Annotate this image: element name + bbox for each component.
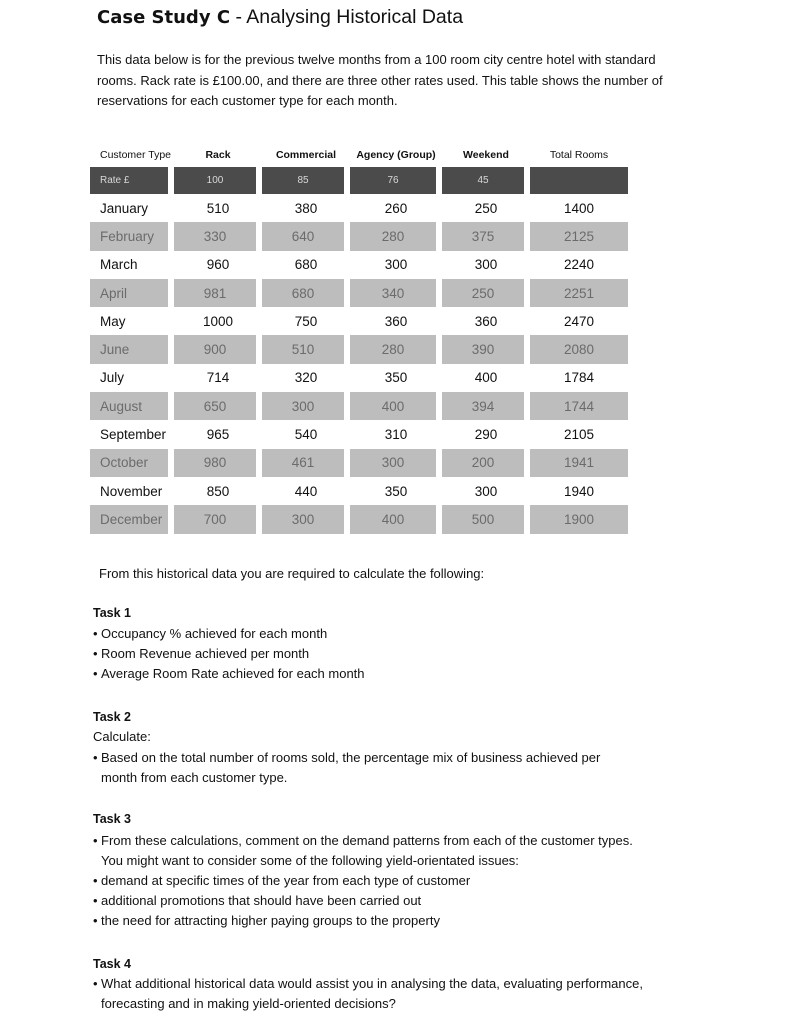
cell-weekend: 200: [442, 449, 530, 477]
task1-bullet: • Occupancy % achieved for each month: [93, 626, 328, 641]
task3-bullet-continuation: You might want to consider some of the following yield-orientated issues:: [101, 853, 519, 868]
cell-weekend: 390: [442, 335, 530, 363]
cell-agency: 300: [350, 251, 442, 279]
header-commercial: Commercial: [275, 149, 337, 161]
cell-agency: 350: [350, 364, 442, 392]
table-row: [90, 194, 628, 222]
cell-weekend: 360: [442, 307, 530, 335]
cell-month: July: [90, 364, 174, 392]
table-row: [90, 364, 628, 392]
cell-total: 1940: [530, 477, 628, 505]
cell-month: September: [90, 420, 174, 448]
cell-commercial: 750: [262, 307, 350, 335]
cell-agency: 360: [350, 307, 442, 335]
header-rack: Rack: [205, 149, 231, 161]
task2-bullet-continuation: month from each customer type.: [101, 770, 288, 785]
cell-weekend: 300: [442, 251, 530, 279]
task3-bullet: • demand at specific times of the year from each type of customer: [93, 873, 471, 888]
cell-total: 2105: [530, 420, 628, 448]
rate-commercial: 85: [262, 167, 350, 194]
cell-commercial: 640: [262, 222, 350, 250]
page-title: [97, 6, 463, 29]
rate-label: Rate £: [90, 167, 174, 194]
cell-month: June: [90, 335, 174, 363]
cell-rack: 650: [174, 392, 262, 420]
cell-commercial: 510: [262, 335, 350, 363]
cell-total: 2240: [530, 251, 628, 279]
cell-weekend: 394: [442, 392, 530, 420]
cell-total: 2125: [530, 222, 628, 250]
cell-rack: 700: [174, 505, 262, 533]
cell-commercial: 380: [262, 194, 350, 222]
cell-weekend: 290: [442, 420, 530, 448]
cell-total: 1941: [530, 449, 628, 477]
task3-heading: Task 3: [93, 812, 131, 826]
table-row: [90, 420, 628, 448]
header-weekend: Weekend: [463, 149, 509, 161]
rate-rack: 100: [174, 167, 262, 194]
table-row: [90, 505, 628, 533]
cell-commercial: 461: [262, 449, 350, 477]
cell-agency: 300: [350, 449, 442, 477]
cell-rack: 960: [174, 251, 262, 279]
cell-commercial: 440: [262, 477, 350, 505]
cell-agency: 400: [350, 392, 442, 420]
cell-commercial: 680: [262, 251, 350, 279]
task4-heading: Task 4: [93, 957, 131, 971]
table-header-row: [90, 143, 628, 167]
table-row: [90, 477, 628, 505]
task3-bullet: • From these calculations, comment on the demand patterns from each of the customer types.: [93, 833, 633, 848]
intro-paragraph: This data below is for the previous twelve months from a 100 room city centre hotel with standard rooms. Rack rate is £100.00, and there are three other rates used. This table shows the number of reservations for each customer type for each month.: [97, 52, 663, 108]
task1-bullet: • Room Revenue achieved per month: [93, 646, 310, 661]
cell-weekend: 300: [442, 477, 530, 505]
cell-weekend: 250: [442, 279, 530, 307]
table-row: [90, 392, 628, 420]
cell-commercial: 300: [262, 392, 350, 420]
cell-month: August: [90, 392, 174, 420]
cell-month: October: [90, 449, 174, 477]
header-agency-group: Agency (Group): [356, 149, 436, 161]
cell-total: 1784: [530, 364, 628, 392]
task4-bullet-continuation: forecasting and in making yield-oriented decisions?: [101, 996, 396, 1011]
cell-agency: 260: [350, 194, 442, 222]
cell-commercial: 300: [262, 505, 350, 533]
cell-agency: 280: [350, 222, 442, 250]
task2-intro: Calculate:: [93, 729, 151, 744]
cell-agency: 310: [350, 420, 442, 448]
cell-rack: 850: [174, 477, 262, 505]
table-row: [90, 251, 628, 279]
cell-weekend: 500: [442, 505, 530, 533]
cell-month: March: [90, 251, 174, 279]
cell-rack: 510: [174, 194, 262, 222]
task4-bullet: • What additional historical data would assist you in analysing the data, evaluating performance,: [93, 976, 643, 991]
table-row: [90, 335, 628, 363]
cell-rack: 1000: [174, 307, 262, 335]
cell-month: January: [90, 194, 174, 222]
cell-total: 1400: [530, 194, 628, 222]
cell-commercial: 540: [262, 420, 350, 448]
rate-agency: 76: [350, 167, 442, 194]
cell-commercial: 680: [262, 279, 350, 307]
cell-total: 2080: [530, 335, 628, 363]
cell-rack: 965: [174, 420, 262, 448]
cell-month: November: [90, 477, 174, 505]
title-subject: - Analysing Historical Data: [230, 6, 464, 28]
task1-heading: Task 1: [93, 606, 131, 620]
task3-bullet: • additional promotions that should have been carried out: [93, 893, 422, 908]
cell-weekend: 250: [442, 194, 530, 222]
cell-total: 2470: [530, 307, 628, 335]
cell-month: May: [90, 307, 174, 335]
cell-agency: 340: [350, 279, 442, 307]
cell-rack: 714: [174, 364, 262, 392]
table-row: [90, 222, 628, 250]
cell-total: 1744: [530, 392, 628, 420]
header-customer-type: Customer Type: [100, 149, 172, 161]
cell-month: December: [90, 505, 174, 533]
cell-month: February: [90, 222, 174, 250]
task2-heading: Task 2: [93, 710, 131, 724]
cell-weekend: 400: [442, 364, 530, 392]
task3-bullet: • the need for attracting higher paying groups to the property: [93, 913, 440, 928]
cell-weekend: 375: [442, 222, 530, 250]
cell-agency: 350: [350, 477, 442, 505]
header-total-rooms: Total Rooms: [549, 149, 609, 161]
rate-total: [530, 167, 628, 194]
title-case-study: Case Study C: [97, 7, 231, 28]
cell-total: 1900: [530, 505, 628, 533]
cell-agency: 280: [350, 335, 442, 363]
rate-row: [90, 167, 628, 194]
reservations-table: [90, 143, 628, 534]
cell-rack: 900: [174, 335, 262, 363]
cell-rack: 980: [174, 449, 262, 477]
table-row: [90, 307, 628, 335]
instructions-prompt: From this historical data you are required to calculate the following:: [99, 566, 485, 581]
table-row: [90, 449, 628, 477]
task2-bullet: • Based on the total number of rooms sold, the percentage mix of business achieved per: [93, 750, 601, 765]
cell-agency: 400: [350, 505, 442, 533]
table-row: [90, 279, 628, 307]
cell-commercial: 320: [262, 364, 350, 392]
task1-bullet: • Average Room Rate achieved for each month: [93, 666, 365, 681]
rate-weekend: 45: [442, 167, 530, 194]
cell-total: 2251: [530, 279, 628, 307]
cell-month: April: [90, 279, 174, 307]
cell-rack: 981: [174, 279, 262, 307]
cell-rack: 330: [174, 222, 262, 250]
